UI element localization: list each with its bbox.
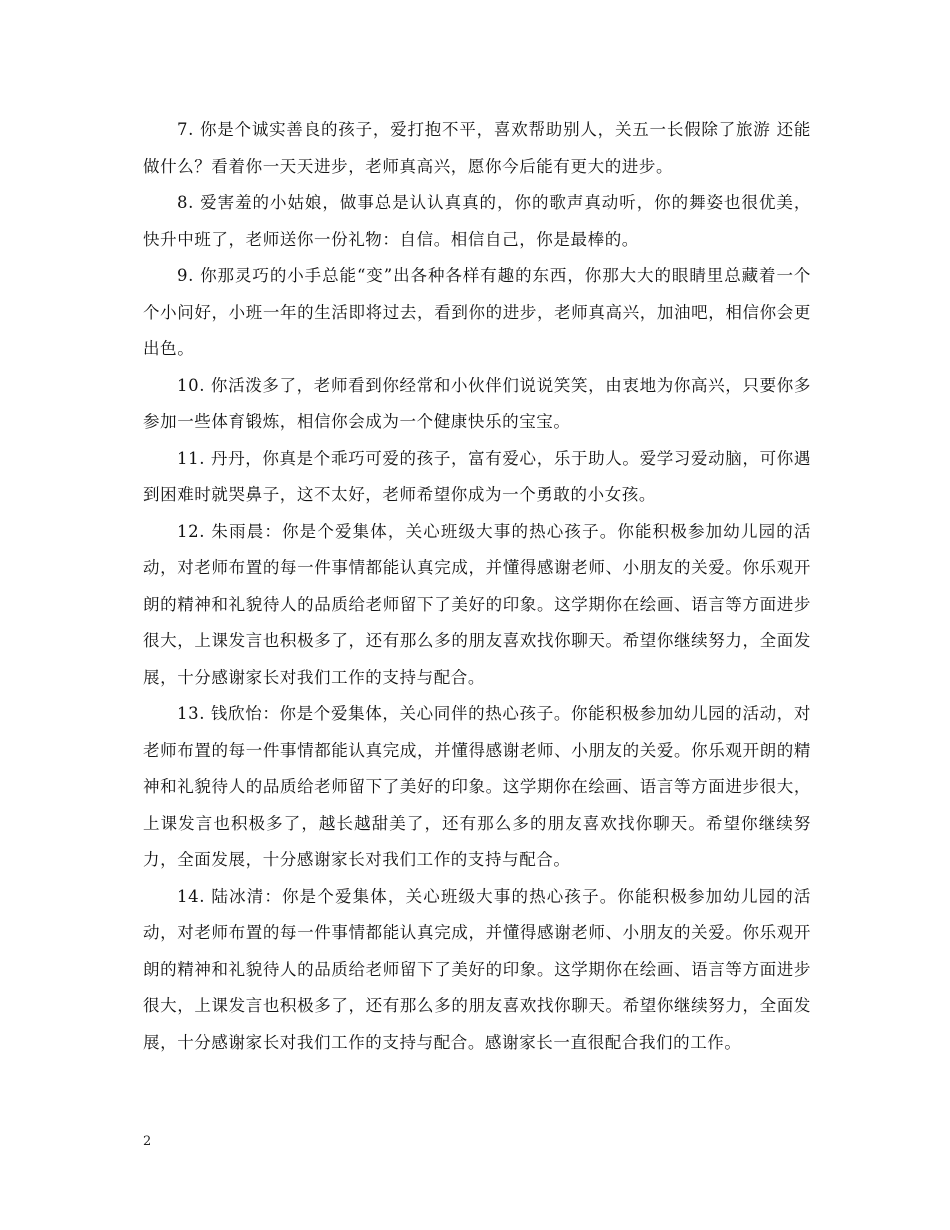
paragraph-9: 9. 你那灵巧的小手总能“变”出各种各样有趣的东西，你那大大的眼睛里总藏着一个个小问好，小班一年的生活即将过去，看到你的进步，老师真高兴，加油吧，相信你会更出色。 — [143, 266, 811, 358]
paragraph-10: 10. 你活泼多了，老师看到你经常和小伙伴们说说笑笑，由衷地为你高兴，只要你多参加一些体育锻炼，相信你会成为一个健康快乐的宝宝。 — [143, 375, 811, 431]
paragraph-12: 12. 朱雨晨：你是个爱集体，关心班级大事的热心孩子。你能积极参加幼儿园的活动，对老师布置的每一件事情都能认真完成，并懂得感谢老师、小朋友的关爱。你乐观开朗的精神和礼貌待人的品质给老师留下了美好的印象。这学期你在绘画、语言等方面进步很大，上课发言也积极多了，还有那么多的朋友喜欢找你聊天。希望你继续努力，全面发展，十分感谢家长对我们工作的支持与配合。 — [143, 521, 811, 687]
paragraph-14: 14. 陆冰清：你是个爱集体，关心班级大事的热心孩子。你能积极参加幼儿园的活动，对老师布置的每一件事情都能认真完成，并懂得感谢老师、小朋友的关爱。你乐观开朗的精神和礼貌待人的品质给老师留下了美好的印象。这学期你在绘画、语言等方面进步很大，上课发言也积极多了，还有那么多的朋友喜欢找你聊天。希望你继续努力，全面发展，十分感谢家长对我们工作的支持与配合。感谢家长一直很配合我们的工作。 — [143, 886, 811, 1052]
paragraph-11: 11. 丹丹，你真是个乖巧可爱的孩子，富有爱心，乐于助人。爱学习爱动脑，可你遇到困难时就哭鼻子，这不太好，老师希望你成为一个勇敢的小女孩。 — [143, 448, 811, 504]
paragraph-13: 13. 钱欣怡：你是个爱集体，关心同伴的热心孩子。你能积极参加幼儿园的活动，对老师布置的每一件事情都能认真完成，并懂得感谢老师、小朋友的关爱。你乐观开朗的精神和礼貌待人的品质给老师留下了美好的印象。这学期你在绘画、语言等方面进步很大，上课发言也积极多了，越长越甜美了，还有那么多的朋友喜欢找你聊天。希望你继续努力，全面发展，十分感谢家长对我们工作的支持与配合。 — [143, 704, 811, 869]
paragraph-8: 8. 爱害羞的小姑娘，做事总是认认真真的，你的歌声真动听，你的舞姿也很优美，快升中班了，老师送你一份礼物：自信。相信自己，你是最棒的。 — [143, 193, 811, 249]
page-number: 2 — [143, 1134, 152, 1149]
paragraph-7: 7. 你是个诚实善良的孩子，爱打抱不平，喜欢帮助别人，关五一长假除了旅游 还能做什么？看着你一天天进步，老师真高兴，愿你今后能有更大的进步。 — [143, 120, 811, 176]
document-body — [143, 112, 811, 1061]
